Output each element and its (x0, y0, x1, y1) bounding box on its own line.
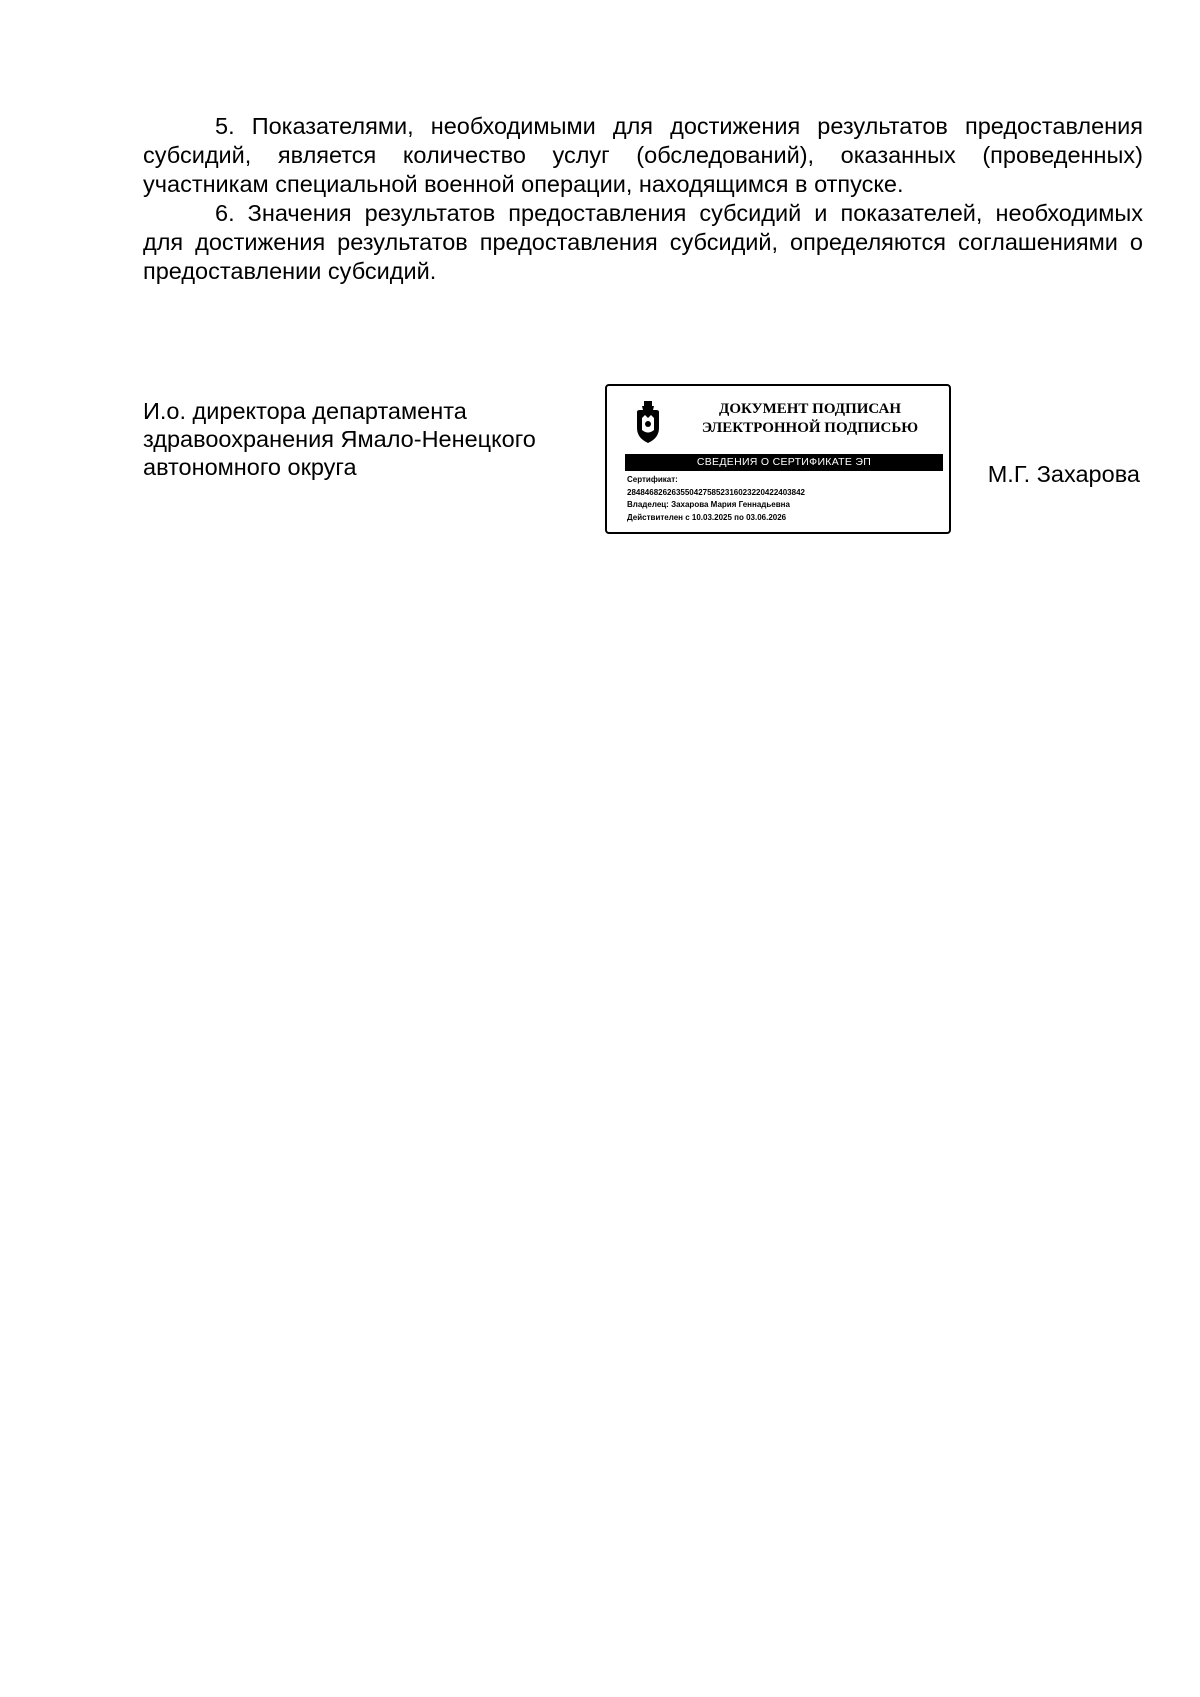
certificate-label: Сертификат: (627, 475, 678, 484)
paragraph-6: 6. Значения результатов предоставления субсидий и показателей, необходимых для достижения результатов предоставления субсидий, определяются соглашениями о предоставлении субсидий. (143, 200, 1143, 284)
stamp-title-line-2: ЭЛЕКТРОННОЙ ПОДПИСЬЮ (701, 420, 919, 436)
certificate-number: 2848468262635504275852316023220422403842 (627, 487, 805, 497)
electronic-signature-stamp (605, 384, 951, 534)
stamp-info-bar: СВЕДЕНИЯ О СЕРТИФИКАТЕ ЭП (625, 454, 943, 471)
certificate-validity: Действителен с 10.03.2025 по 03.06.2026 (627, 512, 787, 522)
signatory-line-3: автономного округа (143, 454, 357, 480)
stamp-title (675, 400, 945, 438)
stamp-title-line-1: ДОКУМЕНТ ПОДПИСАН (719, 401, 901, 417)
body-text (143, 112, 1143, 286)
signatory-name: М.Г. Захарова (987, 461, 1140, 487)
signatory-line-2: здравоохранения Ямало-Ненецкого (143, 426, 536, 452)
signatory-line-1: И.о. директора департамента (143, 398, 467, 424)
certificate-owner: Владелец: Захарова Мария Геннадьевна (627, 500, 790, 509)
stamp-certificate-details (627, 474, 947, 524)
signatory-position (143, 397, 583, 481)
paragraph-5: 5. Показателями, необходимыми для достижения результатов предоставления субсидий, является количество услуг (обследований), оказанных (проведенных) участникам специальной военной операции, находящимся в отпуске. (143, 113, 1143, 197)
yamal-coat-of-arms-icon (633, 400, 663, 446)
